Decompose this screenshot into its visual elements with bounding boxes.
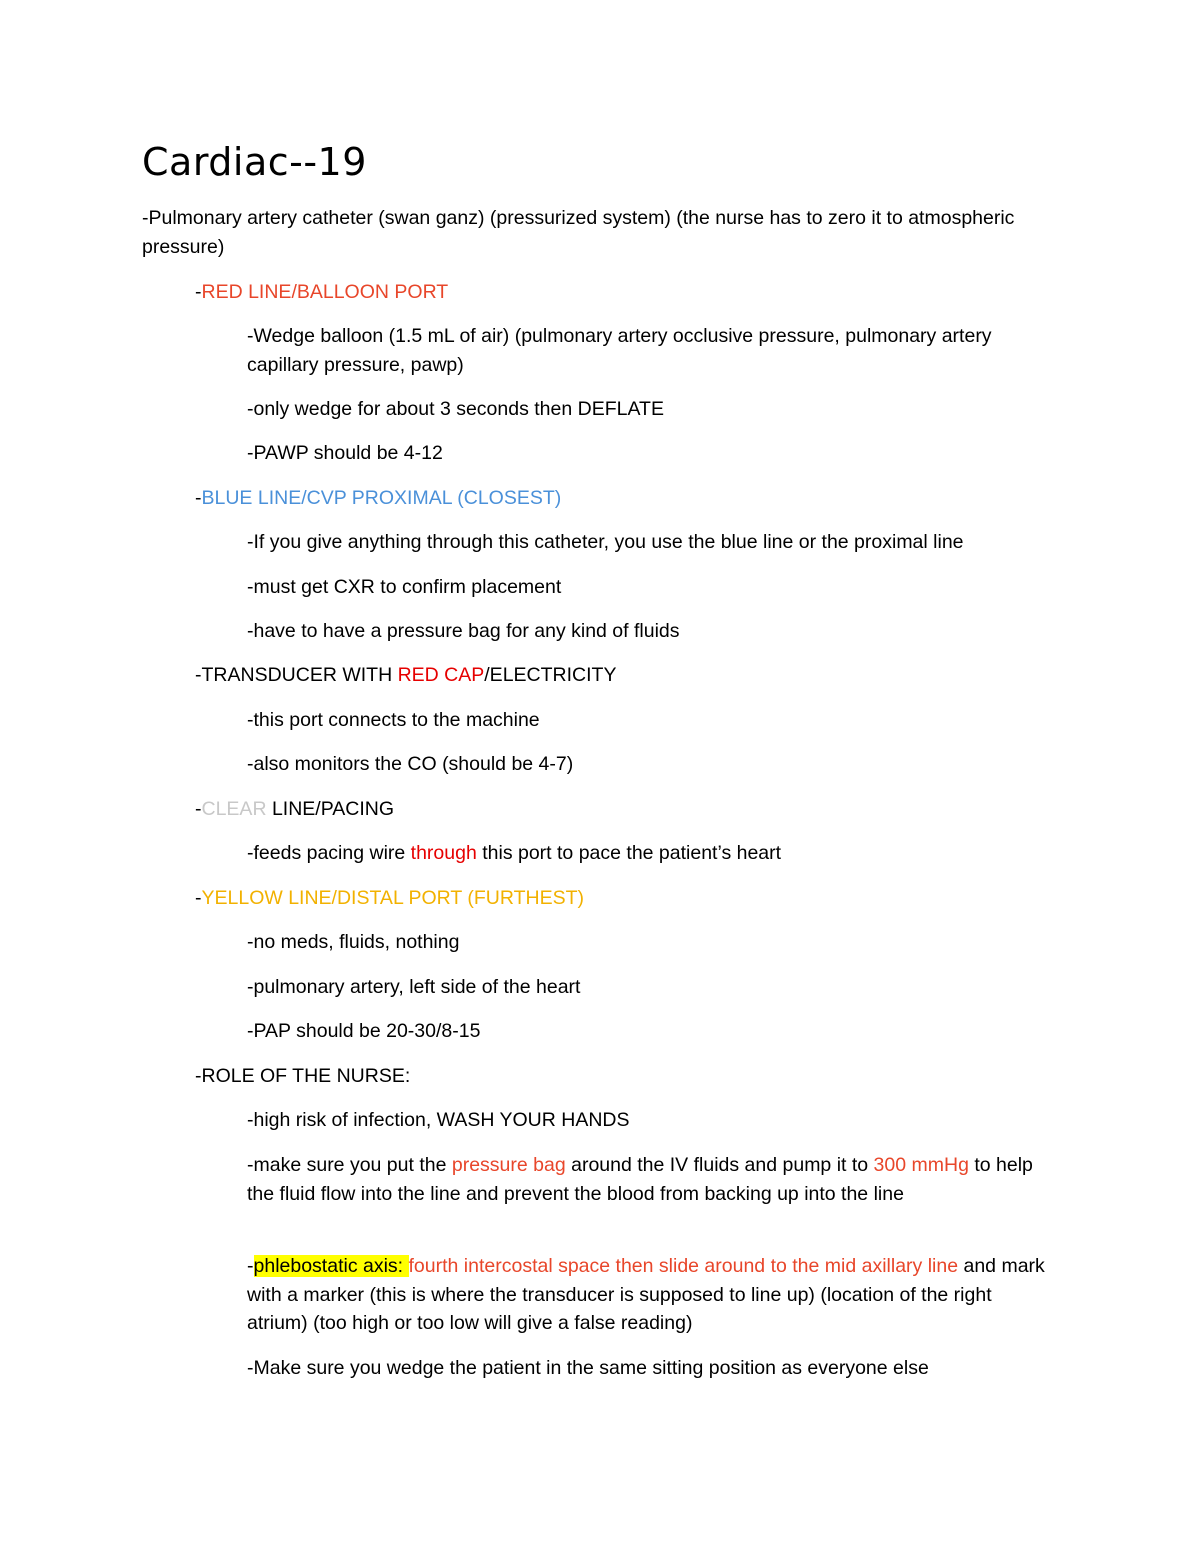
yellow-line-item-3: -PAP should be 20-30/8-15: [247, 1020, 481, 1042]
blue-line-label: BLUE LINE/CVP PROXIMAL (CLOSEST): [201, 487, 562, 509]
transducer-item-2: -also monitors the CO (should be 4-7): [247, 753, 574, 775]
role-item-2: [247, 1151, 1057, 1208]
role-item-2-a: -make sure you put the: [247, 1154, 452, 1176]
transducer-prefix: -TRANSDUCER WITH: [195, 664, 398, 686]
clear-item-prefix: -feeds pacing wire: [247, 842, 411, 864]
role-heading: -ROLE OF THE NURSE:: [195, 1065, 411, 1087]
intro-paragraph: -Pulmonary artery catheter (swan ganz) (pressurized system) (the nurse has to zero it to atmospheric pressure): [142, 207, 1015, 258]
transducer-heading: [195, 661, 1075, 690]
red-line-label: RED LINE/BALLOON PORT: [201, 281, 449, 303]
red-line-item-1: -Wedge balloon (1.5 mL of air) (pulmonary artery occlusive pressure, pulmonary artery capillary pressure, pawp): [247, 325, 992, 376]
phlebostatic-axis-term: phlebostatic axis:: [253, 1255, 409, 1277]
transducer-suffix: /ELECTRICITY: [484, 664, 617, 686]
clear-line-heading: [195, 795, 1075, 824]
dash: -: [195, 798, 202, 820]
red-line-item-2: -only wedge for about 3 seconds then DEFLATE: [247, 398, 664, 420]
through-word: through: [410, 842, 477, 864]
dash: -: [195, 487, 202, 509]
dash: -: [247, 1255, 254, 1277]
role-item-4: -Make sure you wedge the patient in the same sitting position as everyone else: [247, 1357, 929, 1379]
red-line-heading: [195, 278, 1075, 307]
phlebostatic-location: fourth intercostal space then slide around to the mid axillary line: [408, 1255, 959, 1277]
blue-line-item-1: -If you give anything through this catheter, you use the blue line or the proximal line: [247, 531, 964, 553]
clear-label: CLEAR: [201, 798, 267, 820]
yellow-line-item-2: -pulmonary artery, left side of the heart: [247, 976, 581, 998]
dash: -: [195, 887, 202, 909]
blue-line-heading: [195, 484, 1075, 513]
pressure-bag-text: pressure bag: [451, 1154, 566, 1176]
clear-line-item: [247, 839, 1057, 868]
role-item-3-rest: and mark with a marker (this is where the transducer is supposed to line up) (location of the right atrium) (too high or too low will give a false reading): [247, 1255, 1045, 1334]
blue-line-item-2: -must get CXR to confirm placement: [247, 576, 562, 598]
page-title: Cardiac--19: [142, 140, 367, 184]
role-item-1: -high risk of infection, WASH YOUR HANDS: [247, 1109, 630, 1131]
blue-line-item-3: -have to have a pressure bag for any kind of fluids: [247, 620, 680, 642]
yellow-line-label: YELLOW LINE/DISTAL PORT (FURTHEST): [201, 887, 584, 909]
clear-item-suffix: this port to pace the patient’s heart: [476, 842, 782, 864]
role-item-2-e: to help the fluid flow into the line and prevent the blood from backing up into the line: [247, 1154, 1033, 1205]
role-item-2-c: around the IV fluids and pump it to: [565, 1154, 874, 1176]
dash: -: [195, 281, 202, 303]
role-item-3: [247, 1252, 1057, 1338]
clear-line-rest: LINE/PACING: [266, 798, 395, 820]
red-cap-label: RED CAP: [397, 664, 485, 686]
yellow-line-item-1: -no meds, fluids, nothing: [247, 931, 460, 953]
transducer-item-1: -this port connects to the machine: [247, 709, 540, 731]
pressure-value-text: 300 mmHg: [873, 1154, 969, 1176]
yellow-line-heading: [195, 884, 1075, 913]
red-line-item-3: -PAWP should be 4-12: [247, 442, 443, 464]
